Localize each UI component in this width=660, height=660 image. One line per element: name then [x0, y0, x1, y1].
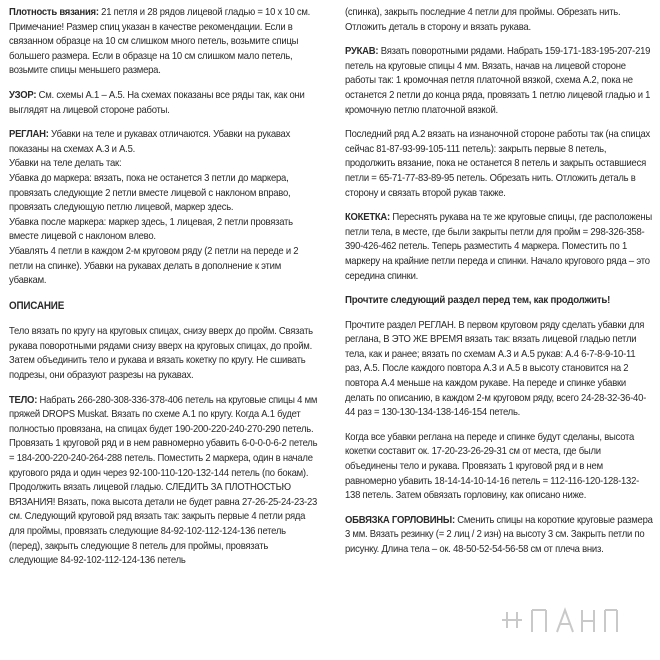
yoke-title: КОКЕТКА:	[345, 212, 390, 224]
raglan-after-marker: Убавка после маркера: маркер здесь, 1 лицевая, 2 петли провязать вместе лицевой с наклоном влево.	[9, 216, 293, 243]
raglan-before-marker: Убавка до маркера: вязать, пока не останется 3 петли до маркера, провязать следующие 2 петли вместе лицевой с наклоном вправо, провязать следующую петлю лицевой, маркер здесь.	[9, 172, 291, 214]
description-heading: ОПИСАНИЕ	[9, 299, 65, 312]
description-text: Тело вязать по кругу на круговых спицах, снизу вверх до пройм. Связать рукава поворотными рядами снизу вверх на круговых спицах, до пройм. Затем объединить тело и рукава и вязать кокетку по кругу. Не сшивать подрезы, они образуют разрезы на рукавах.	[9, 326, 313, 382]
body-text: Набрать 266-280-308-336-378-406 петель на круговые спицы 4 мм пряжей DROPS Muskat. Вязать по схеме А.1 по кругу. Когда А.1 будет полностью провязана, на спицах будет 190-200-220-240-270-290 петель. Провязать 1 круговой ряд и в нем равномерно убавить 6-0-0-0-6-2 петель = 184-200-220-240-264-288 петель. Поместить 2 маркера, один в начале кругового ряда и один через 92-100-110-120-132-144 петель (по бокам). Продолжить вязать лицевой гладью. СЛЕДИТЬ ЗА ПЛОТНОСТЬЮ ВЯЗАНИЯ! Вязать, пока высота детали не будет равна 27-26-25-24-23-23 см. Следующий круговой ряд вязать так: закрыть первые 4 петли ряда для проймы, провязать следующие 84-92-102-112-124-136 петель (перед), закрыть следующие 8 петель для проймы, провязать следующие 84-92-102-112-124-136 петель	[9, 394, 318, 567]
watermark-logo	[497, 600, 637, 640]
right-column	[345, 6, 654, 568]
sleeve-paragraph	[345, 45, 654, 118]
neckband-text: Сменить спицы на короткие круговые размера 3 мм. Вязать резинку (= 2 лиц / 2 изн) на высоту 3 см. Закрыть петли по рисунку. Длина тела – ок. 48-50-52-54-56-58 см от плеча вниз.	[345, 514, 653, 555]
read-next-note: Прочтите следующий раздел перед тем, как продолжить!	[345, 295, 611, 307]
raglan-body-heading: Убавки на теле делать так:	[9, 158, 122, 170]
body-title: ТЕЛО:	[9, 394, 38, 406]
raglan-section	[9, 128, 318, 289]
left-column	[9, 6, 318, 579]
sleeve-title: РУКАВ:	[345, 46, 379, 58]
pattern-text: См. схемы А.1 – А.5. На схемах показаны все ряды так, как они выглядят на лицевой стороне работы.	[9, 89, 305, 116]
density-text: 21 петля и 28 рядов лицевой гладью = 10 x 10 см. Примечание! Размер спиц указан в качестве рекомендации. Если в связанном образце на 10 см слишком много петель, возьмите спицы большего размера. Если в образце на 10 см слишком мало петель, возьмите спицы меньшего размера.	[9, 7, 311, 77]
raglan-intro	[9, 128, 318, 157]
last-row-paragraph: Последний ряд А.2 вязать на изнаночной стороне работы так (на спицах сейчас 81-87-93-99-105-111 петель): закрыть первые 8 петель, продолжить вязание, пока не останется 8 петель и закрыть оставшиеся петли = 65-71-77-83-89-95 петель. Обрезать нить. Отложить деталь в сторону и связать второй рукав также.	[345, 129, 651, 199]
neckband-paragraph	[345, 514, 654, 558]
raglan-title: РЕГЛАН:	[9, 129, 49, 141]
pattern-paragraph	[9, 89, 318, 118]
yoke-paragraph	[345, 211, 654, 284]
raglan-read-paragraph: Прочтите раздел РЕГЛАН. В первом круговом ряду сделать убавки для реглана, В ЭТО ЖЕ ВРЕМЯ вязать так: вязать лицевой гладью петли тела, как и ранее; вязать по схемам А.3 и А.5 рукав: А.4 6-7-8-9-10-11 раз, А.5. После каждого повтора А.3 и А.5 в высоту становится на 2 повтора А.4 меньше на каждом рукаве. На переде и спинке убавки делать по описанию, в каждом 2-м круговом ряду, всего 24-28-32-36-40-44 раз = 130-130-134-138-146-154 петель.	[345, 319, 647, 419]
density-title: Плотность вязания:	[9, 7, 99, 18]
raglan-intro-text: Убавки на теле и рукавах отличаются. Убавки на рукавах показаны на схемах А.3 и А.5.	[9, 129, 291, 155]
raglan-summary: Убавлять 4 петли в каждом 2-м круговом ряду (2 петли на переде и 2 петли на спинке). Убавки на рукавах делать в дополнение к этим убавкам.	[9, 245, 299, 287]
pattern-title: УЗОР:	[9, 89, 37, 101]
neckband-title: ОБВЯЗКА ГОРЛОВИНЫ:	[345, 514, 455, 526]
body-paragraph	[9, 394, 318, 569]
yoke-text: Переснять рукава на те же круговые спицы, где расположены петли тела, в месте, где были закрыты петли для пройм = 298-326-358-390-426-462 петель. Теперь разместить 4 маркера. Поместить по 1 маркеру на крайние петли переда и спинки. Начало кругового ряда – это середина спинки.	[345, 212, 652, 282]
after-raglan-paragraph: Когда все убавки реглана на переде и спинке будут сделаны, высота кокетки составит ок. 17-20-23-26-29-31 см от места, где были объединены тело и рукава. Провязать 1 круговой ряд и в нем равномерно убавить 18-14-14-10-14-16 петель = 112-116-120-128-132-138 петель. Затем обвязать горловину, как описано ниже.	[345, 431, 640, 502]
body-continuation: (спинка), закрыть последние 4 петли для проймы. Обрезать нить. Отложить деталь в сторону и вязать рукава.	[345, 7, 621, 33]
density-paragraph	[9, 6, 318, 79]
sleeve-text: Вязать поворотными рядами. Набрать 159-171-183-195-207-219 петель на круговые спицы 4 мм. Вязать, начав на лицевой стороне работы так: 1 кромочная петля платочной вязкой, схема А.2, пока не останется 2 петли до конца ряда, провязать 1 петлю лицевой гладью и 1 кромочную петлю платочной вязкой.	[345, 46, 651, 116]
